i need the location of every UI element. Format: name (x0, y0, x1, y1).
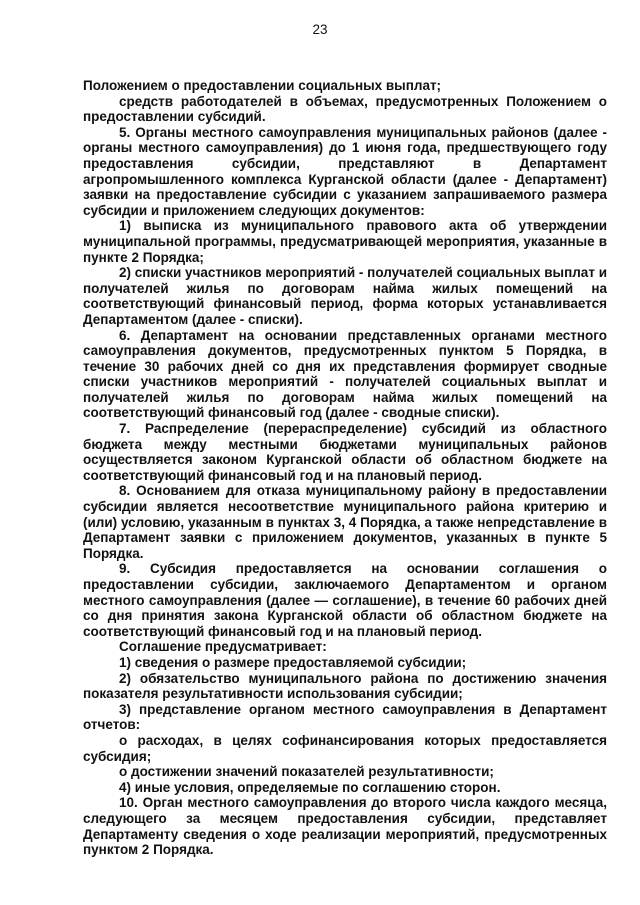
paragraph: Положением о предоставлении социальных выплат; (83, 78, 442, 93)
page-number: 23 (312, 22, 328, 37)
paragraph: 8. Основанием для отказа муниципальному району в предоставлении субсидии является несоответствие муниципального района критерию и (или) условию, указанным в пунктах 3, 4 Порядка, а также непредставление в Департамент заявки с приложением документов, указанных в пункте 5 Порядка. (83, 483, 607, 561)
paragraph: 10. Орган местного самоуправления до второго числа каждого месяца, следующего за месяцем предоставления субсидии, представляет Департаменту сведения о ходе реализации мероприятий, предусмотренных пунктом 2 Порядка. (83, 795, 607, 858)
paragraph: 6. Департамент на основании представленных органами местного самоуправления документов, предусмотренных пунктом 5 Порядка, в течение 30 рабочих дней со дня их представления формирует сводные списки участников мероприятий - получателей социальных выплат и получателей жилья по договорам найма жилых помещений на соответствующий финансовый год (далее - сводные списки). (83, 327, 607, 421)
paragraph: 2) списки участников мероприятий - получателей социальных выплат и получателей жилья по договорам найма жилых помещений на соответствующий финансовый период, форма которых устанавливается Департаментом (далее - списки). (83, 265, 607, 327)
paragraph: 3) представление органом местного самоуправления в Департамент отчетов: (83, 701, 607, 733)
paragraph: 2) обязательство муниципального района по достижению значения показателя результативности использования субсидии; (83, 670, 607, 702)
document-body (83, 78, 607, 858)
paragraph: 9. Субсидия предоставляется на основании соглашения о предоставлении субсидии, заключаемого Департаментом и органом местного самоуправления (далее — соглашение), в течение 60 рабочих дней со дня принятия закона Курганской области об областном бюджете на соответствующий финансовый год и на плановый период. (83, 561, 607, 639)
paragraph: 5. Органы местного самоуправления муниципальных районов (далее - органы местного самоуправления) до 1 июня года, предшествующего году предоставления субсидии, представляют в Департамент агропромышленного комплекса Курганской области (далее - Департамент) заявки на предоставление субсидии с указанием запрашиваемого размера субсидии и приложением следующих документов: (83, 124, 607, 218)
paragraph: 1) сведения о размере предоставляемой субсидии; (119, 654, 467, 670)
paragraph: 7. Распределение (перераспределение) субсидий из областного бюджета между местными бюджетами муниципальных районов осуществляется законом Курганской области об областном бюджете на соответствующий финансовый год и на плановый период. (83, 421, 607, 483)
paragraph: Соглашение предусматривает: (119, 639, 327, 655)
paragraph: о расходах, в целях софинансирования которых предоставляется субсидия; (83, 732, 607, 764)
paragraph: 4) иные условия, определяемые по соглашению сторон. (119, 779, 501, 795)
paragraph: о достижении значений показателей результативности; (119, 764, 494, 780)
paragraph: 1) выписка из муниципального правового акта об утверждении муниципальной программы, предусматривающей мероприятия, указанные в пункте 2 Порядка; (83, 218, 607, 265)
paragraph: средств работодателей в объемах, предусмотренных Положением о предоставлении субсидий. (83, 93, 607, 125)
